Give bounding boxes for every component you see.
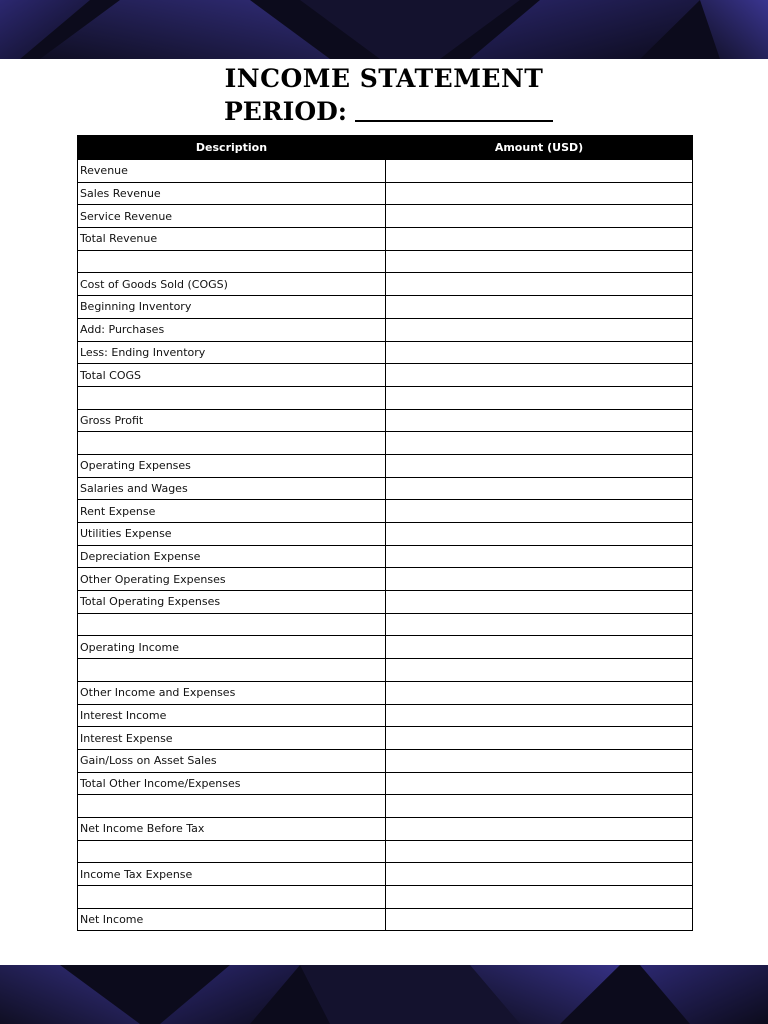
income-statement-table (77, 135, 693, 931)
row-amount-field[interactable] (386, 840, 693, 863)
period-label: PERIOD: (224, 97, 348, 126)
row-description (78, 795, 386, 818)
row-description: Other Operating Expenses (78, 568, 386, 591)
row-description: Add: Purchases (78, 318, 386, 341)
row-description: Operating Expenses (78, 454, 386, 477)
row-description: Depreciation Expense (78, 545, 386, 568)
table-row (78, 772, 693, 795)
row-description: Utilities Expense (78, 523, 386, 546)
period-line (224, 97, 553, 127)
row-amount-field[interactable] (386, 386, 693, 409)
table-row (78, 364, 693, 387)
table-row (78, 795, 693, 818)
row-amount-field[interactable] (386, 613, 693, 636)
period-blank[interactable] (355, 120, 553, 122)
row-description: Service Revenue (78, 205, 386, 228)
table-row (78, 704, 693, 727)
row-amount-field[interactable] (386, 250, 693, 273)
row-description: Operating Income (78, 636, 386, 659)
row-description: Gross Profit (78, 409, 386, 432)
row-amount-field[interactable] (386, 523, 693, 546)
row-description (78, 613, 386, 636)
table-row (78, 591, 693, 614)
table-row (78, 840, 693, 863)
row-amount-field[interactable] (386, 817, 693, 840)
row-description: Interest Income (78, 704, 386, 727)
row-amount-field[interactable] (386, 205, 693, 228)
row-description: Salaries and Wages (78, 477, 386, 500)
row-description: Rent Expense (78, 500, 386, 523)
row-amount-field[interactable] (386, 477, 693, 500)
row-description (78, 432, 386, 455)
row-amount-field[interactable] (386, 454, 693, 477)
row-amount-field[interactable] (386, 409, 693, 432)
column-header-description: Description (78, 136, 386, 160)
row-amount-field[interactable] (386, 273, 693, 296)
row-description: Less: Ending Inventory (78, 341, 386, 364)
bottom-band-graphic (0, 965, 768, 1024)
table-row (78, 454, 693, 477)
table-row (78, 817, 693, 840)
row-description: Net Income (78, 908, 386, 931)
row-description: Gain/Loss on Asset Sales (78, 749, 386, 772)
row-description: Total COGS (78, 364, 386, 387)
table-row (78, 886, 693, 909)
table-row (78, 477, 693, 500)
table-row (78, 318, 693, 341)
column-header-amount: Amount (USD) (386, 136, 693, 160)
row-amount-field[interactable] (386, 727, 693, 750)
row-description: Sales Revenue (78, 182, 386, 205)
row-amount-field[interactable] (386, 704, 693, 727)
table-row (78, 296, 693, 319)
table-row (78, 681, 693, 704)
table-row (78, 749, 693, 772)
table-row (78, 908, 693, 931)
row-amount-field[interactable] (386, 296, 693, 319)
row-description (78, 250, 386, 273)
bottom-decorative-band (0, 965, 768, 1024)
table-row (78, 432, 693, 455)
table-body (78, 160, 693, 931)
table-row (78, 341, 693, 364)
row-amount-field[interactable] (386, 591, 693, 614)
table-row (78, 613, 693, 636)
row-amount-field[interactable] (386, 772, 693, 795)
row-description (78, 386, 386, 409)
row-description (78, 886, 386, 909)
row-amount-field[interactable] (386, 182, 693, 205)
table-row (78, 568, 693, 591)
table-row (78, 727, 693, 750)
row-amount-field[interactable] (386, 228, 693, 251)
table-row (78, 659, 693, 682)
row-amount-field[interactable] (386, 863, 693, 886)
row-amount-field[interactable] (386, 636, 693, 659)
row-amount-field[interactable] (386, 659, 693, 682)
page-title: INCOME STATEMENT (224, 64, 544, 93)
row-description: Cost of Goods Sold (COGS) (78, 273, 386, 296)
table-header-row (78, 136, 693, 160)
row-description: Total Operating Expenses (78, 591, 386, 614)
row-amount-field[interactable] (386, 681, 693, 704)
row-description: Other Income and Expenses (78, 681, 386, 704)
table-row (78, 545, 693, 568)
table-row (78, 160, 693, 183)
row-amount-field[interactable] (386, 341, 693, 364)
table-row (78, 523, 693, 546)
row-amount-field[interactable] (386, 749, 693, 772)
row-amount-field[interactable] (386, 318, 693, 341)
table-row (78, 409, 693, 432)
top-band-graphic (0, 0, 768, 59)
row-description: Net Income Before Tax (78, 817, 386, 840)
row-amount-field[interactable] (386, 432, 693, 455)
table-row (78, 500, 693, 523)
table-row (78, 228, 693, 251)
top-decorative-band (0, 0, 768, 59)
table-row (78, 273, 693, 296)
row-description: Total Other Income/Expenses (78, 772, 386, 795)
row-amount-field[interactable] (386, 160, 693, 183)
row-description: Income Tax Expense (78, 863, 386, 886)
row-amount-field[interactable] (386, 886, 693, 909)
table-row (78, 250, 693, 273)
row-amount-field[interactable] (386, 364, 693, 387)
row-amount-field[interactable] (386, 568, 693, 591)
row-description: Interest Expense (78, 727, 386, 750)
row-description: Beginning Inventory (78, 296, 386, 319)
table-row (78, 386, 693, 409)
row-description: Total Revenue (78, 228, 386, 251)
row-amount-field[interactable] (386, 500, 693, 523)
table-row (78, 205, 693, 228)
row-amount-field[interactable] (386, 908, 693, 931)
row-description (78, 840, 386, 863)
row-amount-field[interactable] (386, 545, 693, 568)
table-row (78, 182, 693, 205)
table-row (78, 636, 693, 659)
row-description (78, 659, 386, 682)
row-amount-field[interactable] (386, 795, 693, 818)
row-description: Revenue (78, 160, 386, 183)
table-row (78, 863, 693, 886)
